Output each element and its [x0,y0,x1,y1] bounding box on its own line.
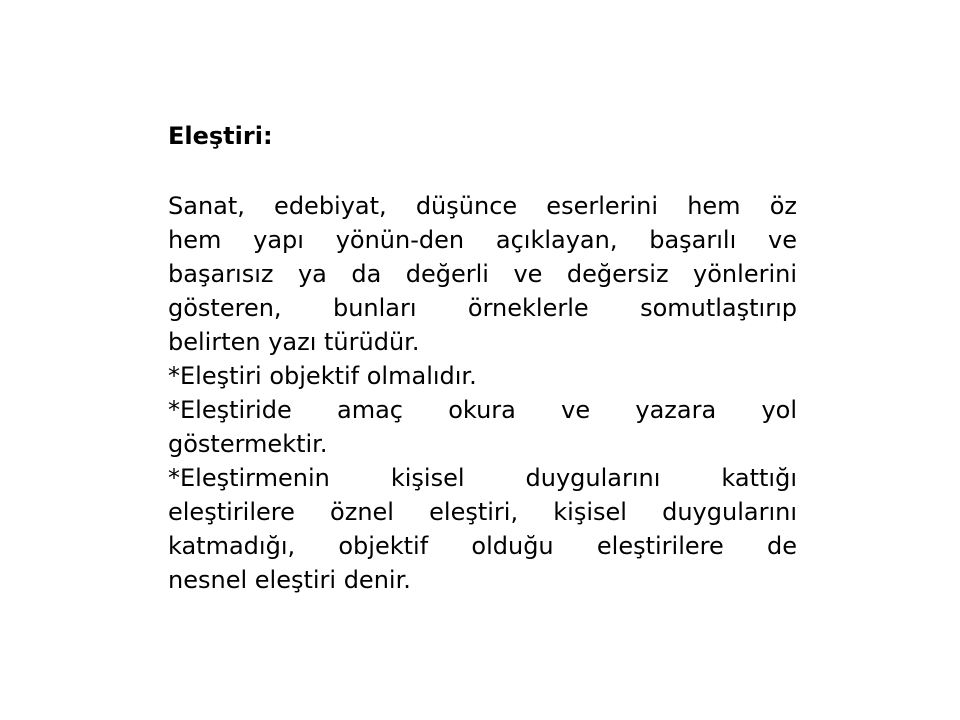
paragraph-line: katmadığı, objektif olduğu eleştirilere de [168,532,797,560]
paragraph-line: başarısız ya da değerli ve değersiz yönlerini [168,260,797,288]
slide-title: Eleştiri: [168,122,273,150]
slide-text-box [168,119,797,597]
subjective-objective-note [168,461,797,597]
paragraph-line: *Eleştiri objektif olmalıdır. [168,362,477,390]
purpose-note [168,393,797,461]
paragraph-line: eleştirilere öznel eleştiri, kişisel duygularını [168,498,797,526]
objectivity-note [168,359,797,393]
paragraph-line: belirten yazı türüdür. [168,328,420,356]
definition-paragraph [168,189,797,359]
paragraph-line: *Eleştiride amaç okura ve yazara yol [168,396,797,424]
paragraph-line: *Eleştirmenin kişisel duygularını kattığı [168,464,797,492]
paragraph-line: göstermektir. [168,430,328,458]
paragraph-line: gösteren, bunları örneklerle somutlaştırıp [168,294,797,322]
paragraph-line: Sanat, edebiyat, düşünce eserlerini hem öz [168,192,797,220]
paragraph-line: hem yapı yönün-den açıklayan, başarılı ve [168,226,797,254]
paragraph-line: nesnel eleştiri denir. [168,566,411,594]
